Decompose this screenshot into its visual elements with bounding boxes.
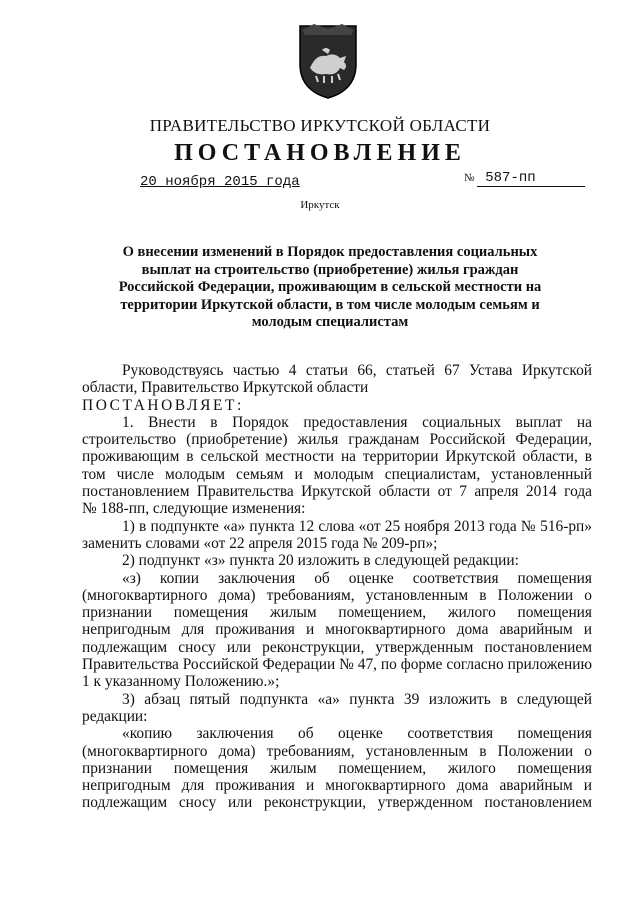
- body-line: редакции:: [82, 707, 148, 725]
- body-line: (многоквартирного дома) требованиям, установленным в Положении о: [82, 586, 592, 604]
- title-line: молодым специалистам: [251, 314, 409, 331]
- document-title: [110, 244, 550, 332]
- number-value: 587-пп: [477, 170, 585, 187]
- body-line: признании помещения жилым помещением, жилого помещения: [82, 759, 592, 777]
- body-line: том числе молодым семьям и молодым специалистам, установленный: [82, 465, 592, 483]
- body-line: признании помещения жилым помещением, жилого помещения: [82, 604, 592, 622]
- body-line: строительство (приобретение) жилья гражданам Российской Федерации,: [82, 431, 592, 449]
- body-line: 1. Внести в Порядок предоставления социальных выплат на: [122, 413, 592, 431]
- date-value: 20 ноября 2015 года: [140, 174, 300, 190]
- body-line: непригодным для проживания и многоквартирного дома аварийным и: [82, 621, 592, 639]
- body-line: подлежащим сносу или реконструкции, утвержденным постановлением: [82, 638, 592, 656]
- body-line: 3) абзац пятый подпункта «а» пункта 39 изложить в следующей: [122, 690, 592, 708]
- body-line: подлежащим сносу или реконструкции, утвержденном постановлением: [82, 794, 592, 812]
- body-line: проживающим в сельской местности на территории Иркутской области, в: [82, 448, 592, 466]
- number-label: №: [464, 172, 475, 184]
- title-line: выплат на строительство (приобретение) жилья граждан: [141, 261, 519, 278]
- document-body: [82, 362, 592, 812]
- body-line: Руководствуясь частью 4 статьи 66, статьей 67 Устава Иркутской: [122, 362, 592, 379]
- body-line: Правительства Российской Федерации № 47, по форме согласно приложению: [82, 656, 592, 674]
- body-line: 2) подпункт «з» пункта 20 изложить в следующей редакции:: [122, 552, 519, 570]
- document-number: [464, 170, 585, 187]
- body-line: (многоквартирного дома) требованиям, установленным в Положении о: [82, 742, 592, 760]
- city: Иркутск: [300, 199, 340, 211]
- body-line: «з) копии заключения об оценке соответствия помещения: [122, 569, 592, 587]
- body-line: заменить словами «от 22 апреля 2015 года № 209-рп»;: [82, 534, 438, 552]
- title-line: территории Иркутской области, в том числе молодым семьям и: [120, 296, 540, 313]
- organization-name: ПРАВИТЕЛЬСТВО ИРКУТСКОЙ ОБЛАСТИ: [149, 116, 491, 135]
- coat-of-arms-icon: [296, 20, 360, 100]
- body-line: области, Правительство Иркутской области: [82, 379, 369, 397]
- body-line: № 188-пп, следующие изменения:: [82, 500, 306, 518]
- body-line: постановлением Правительства Иркутской области от 7 апреля 2014 года: [82, 483, 592, 501]
- body-line: «копию заключения об оценке соответствия помещения: [122, 725, 592, 743]
- title-line: Российской Федерации, проживающим в сельской местности на: [118, 279, 542, 296]
- document-date: [140, 174, 300, 190]
- body-line: 1) в подпункте «а» пункта 12 слова «от 25 ноября 2013 года № 516-рп»: [122, 517, 592, 535]
- document-type: ПОСТАНОВЛЕНИЕ: [174, 140, 466, 166]
- body-line: 1 к указанному Положению.»;: [82, 673, 280, 691]
- title-line: О внесении изменений в Порядок предоставления социальных: [122, 244, 538, 260]
- body-line: непригодным для проживания и многоквартирного дома аварийным и: [82, 777, 592, 795]
- resolves-heading: ПОСТАНОВЛЯЕТ:: [82, 396, 244, 414]
